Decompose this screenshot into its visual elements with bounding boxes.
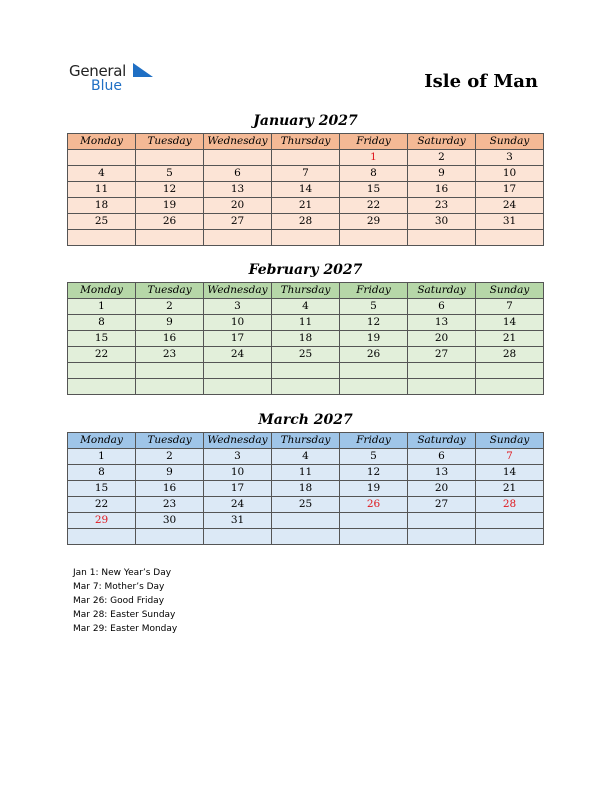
week-row [68,198,544,214]
day-cell: 10 [204,315,272,331]
holiday-note: Jan 1: New Year’s Day [73,568,172,578]
day-cell: 2 [136,299,204,315]
day-cell [136,379,204,395]
day-cell [204,529,272,545]
calendar-march [67,432,544,545]
day-cell: 15 [68,331,136,347]
weekday-header: Friday [340,433,408,449]
day-cell: 20 [408,331,476,347]
day-cell: 26 [340,497,408,513]
day-cell: 28 [476,347,544,363]
day-cell: 27 [408,497,476,513]
weekday-header: Wednesday [204,283,272,299]
holiday-notes [73,566,177,636]
weekday-header: Tuesday [136,283,204,299]
day-cell: 9 [408,166,476,182]
day-cell: 29 [340,214,408,230]
holiday-note: Mar 26: Good Friday [73,596,165,606]
day-cell: 16 [136,331,204,347]
day-cell: 18 [272,481,340,497]
day-cell: 31 [476,214,544,230]
day-cell [136,529,204,545]
day-cell: 7 [476,449,544,465]
weekday-header: Monday [68,283,136,299]
day-cell [204,363,272,379]
day-cell [272,379,340,395]
day-cell: 20 [408,481,476,497]
day-cell [408,230,476,246]
day-cell: 1 [340,150,408,166]
week-row [68,315,544,331]
day-cell: 12 [340,315,408,331]
day-cell [340,230,408,246]
day-cell [476,363,544,379]
week-row [68,465,544,481]
day-cell: 5 [340,449,408,465]
day-cell: 11 [272,465,340,481]
day-cell: 30 [136,513,204,529]
week-row [68,449,544,465]
day-cell: 8 [68,315,136,331]
weekday-header-row [68,433,544,449]
day-cell: 21 [272,198,340,214]
day-cell: 24 [476,198,544,214]
day-cell: 13 [408,315,476,331]
month-title-march: March 2027 [258,412,353,428]
day-cell [476,529,544,545]
day-cell: 26 [136,214,204,230]
day-cell: 25 [272,347,340,363]
day-cell: 4 [68,166,136,182]
day-cell: 3 [204,449,272,465]
weekday-header: Monday [68,433,136,449]
week-row [68,481,544,497]
weekday-header: Wednesday [204,134,272,150]
week-row [68,529,544,545]
day-cell: 14 [476,315,544,331]
day-cell [476,513,544,529]
day-cell [408,379,476,395]
day-cell: 2 [408,150,476,166]
day-cell: 16 [136,481,204,497]
day-cell: 7 [476,299,544,315]
day-cell: 13 [408,465,476,481]
day-cell: 4 [272,449,340,465]
day-cell: 14 [476,465,544,481]
day-cell: 26 [340,347,408,363]
logo-text-general: General [69,62,127,80]
day-cell: 8 [340,166,408,182]
day-cell [204,379,272,395]
day-cell: 22 [68,347,136,363]
day-cell: 1 [68,299,136,315]
weekday-header-row [68,134,544,150]
day-cell: 28 [272,214,340,230]
weekday-header: Monday [68,134,136,150]
weekday-header-row [68,283,544,299]
day-cell: 3 [476,150,544,166]
day-cell: 23 [408,198,476,214]
day-cell: 29 [68,513,136,529]
day-cell [136,230,204,246]
day-cell: 28 [476,497,544,513]
day-cell: 6 [204,166,272,182]
day-cell: 18 [68,198,136,214]
day-cell: 6 [408,299,476,315]
day-cell: 12 [340,465,408,481]
day-cell: 24 [204,347,272,363]
day-cell [204,230,272,246]
week-row [68,331,544,347]
day-cell [340,513,408,529]
day-cell [272,529,340,545]
day-cell: 7 [272,166,340,182]
weekday-header: Saturday [408,134,476,150]
weekday-header: Thursday [272,433,340,449]
week-row [68,150,544,166]
day-cell: 31 [204,513,272,529]
day-cell: 9 [136,315,204,331]
day-cell: 21 [476,331,544,347]
day-cell: 27 [408,347,476,363]
day-cell [272,363,340,379]
weekday-header: Sunday [476,134,544,150]
day-cell: 17 [204,481,272,497]
day-cell: 11 [68,182,136,198]
day-cell: 6 [408,449,476,465]
day-cell: 5 [136,166,204,182]
day-cell [476,379,544,395]
day-cell [204,150,272,166]
day-cell [68,379,136,395]
day-cell [408,363,476,379]
weekday-header: Saturday [408,433,476,449]
calendar-february [67,282,544,395]
week-row [68,230,544,246]
day-cell [68,150,136,166]
day-cell [340,379,408,395]
day-cell: 21 [476,481,544,497]
day-cell: 15 [68,481,136,497]
day-cell: 25 [68,214,136,230]
day-cell: 27 [204,214,272,230]
weekday-header: Thursday [272,134,340,150]
day-cell: 11 [272,315,340,331]
day-cell: 16 [408,182,476,198]
day-cell: 13 [204,182,272,198]
day-cell: 22 [68,497,136,513]
week-row [68,182,544,198]
day-cell: 12 [136,182,204,198]
day-cell: 30 [408,214,476,230]
general-blue-logo [69,62,169,96]
day-cell: 19 [340,331,408,347]
day-cell [68,363,136,379]
day-cell [272,150,340,166]
country-title: Isle of Man [424,71,538,92]
week-row [68,299,544,315]
weekday-header: Tuesday [136,134,204,150]
weekday-header: Tuesday [136,433,204,449]
day-cell [408,529,476,545]
day-cell: 10 [204,465,272,481]
day-cell [476,230,544,246]
day-cell: 23 [136,497,204,513]
day-cell: 15 [340,182,408,198]
weekday-header: Wednesday [204,433,272,449]
day-cell [136,150,204,166]
week-row [68,379,544,395]
weekday-header: Friday [340,283,408,299]
calendar-january [67,133,544,246]
day-cell: 19 [340,481,408,497]
day-cell: 8 [68,465,136,481]
week-row [68,214,544,230]
day-cell [272,513,340,529]
day-cell: 23 [136,347,204,363]
day-cell: 22 [340,198,408,214]
week-row [68,513,544,529]
day-cell: 9 [136,465,204,481]
month-title-january: January 2027 [253,113,358,129]
day-cell: 14 [272,182,340,198]
logo-triangle-icon [133,63,153,77]
day-cell [408,513,476,529]
day-cell [340,363,408,379]
day-cell: 10 [476,166,544,182]
week-row [68,347,544,363]
week-row [68,497,544,513]
weekday-header: Sunday [476,283,544,299]
day-cell: 3 [204,299,272,315]
day-cell: 24 [204,497,272,513]
day-cell: 1 [68,449,136,465]
week-row [68,166,544,182]
day-cell: 5 [340,299,408,315]
day-cell: 20 [204,198,272,214]
day-cell: 17 [204,331,272,347]
day-cell [340,529,408,545]
day-cell: 19 [136,198,204,214]
weekday-header: Thursday [272,283,340,299]
day-cell: 4 [272,299,340,315]
weekday-header: Friday [340,134,408,150]
logo-text-blue: Blue [91,78,122,94]
weekday-header: Sunday [476,433,544,449]
weekday-header: Saturday [408,283,476,299]
holiday-note: Mar 7: Mother’s Day [73,582,165,592]
day-cell: 25 [272,497,340,513]
holiday-note: Mar 29: Easter Monday [73,624,178,634]
holiday-note: Mar 28: Easter Sunday [73,610,176,620]
week-row [68,363,544,379]
day-cell [68,230,136,246]
day-cell: 18 [272,331,340,347]
day-cell: 17 [476,182,544,198]
day-cell [68,529,136,545]
day-cell [136,363,204,379]
month-title-february: February 2027 [248,262,363,278]
day-cell [272,230,340,246]
day-cell: 2 [136,449,204,465]
